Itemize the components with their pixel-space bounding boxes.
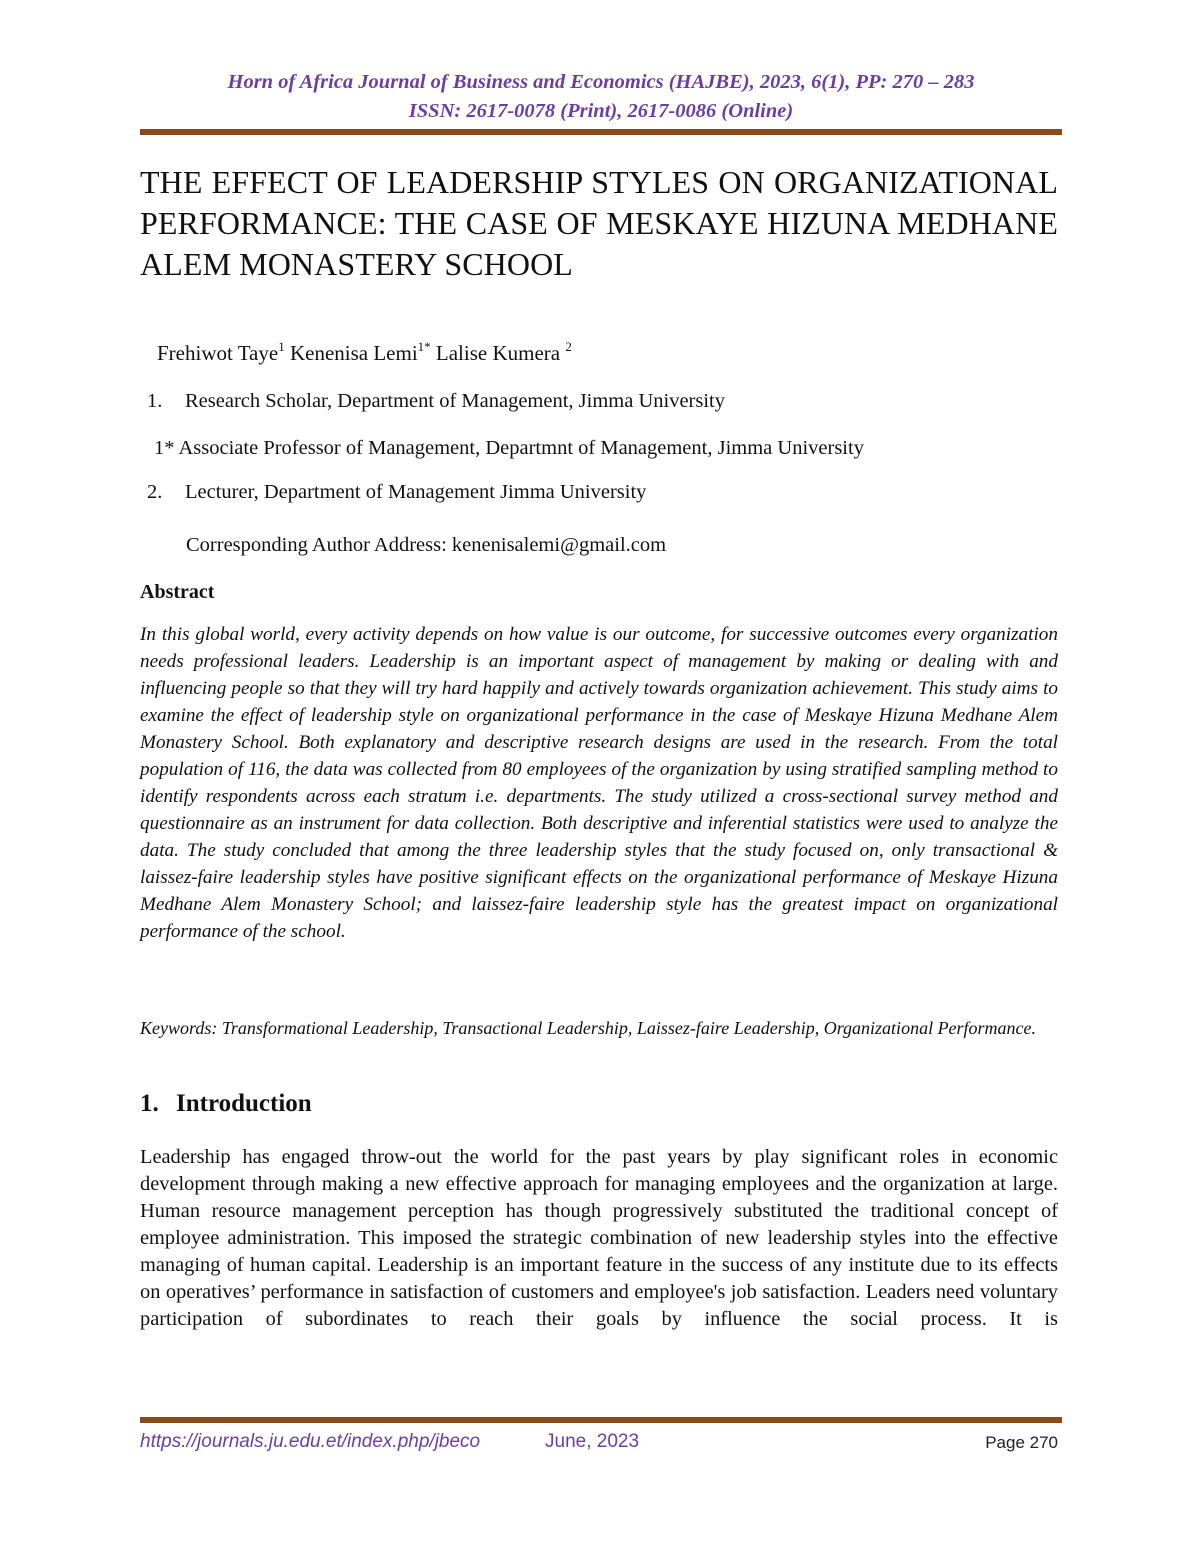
abstract-heading: Abstract — [140, 581, 215, 603]
author-list — [157, 338, 572, 368]
affiliation-number: 1. — [147, 390, 163, 412]
affiliation-number: 1* — [154, 437, 175, 459]
affiliation-number: 2. — [147, 481, 163, 503]
section-title: Introduction — [176, 1090, 312, 1117]
keywords: Keywords: Transformational Leadership, Transactional Leadership, Laissez-faire Leadership, Organizational Performance. — [140, 1018, 1037, 1038]
paper-title: THE EFFECT OF LEADERSHIP STYLES ON ORGANIZATIONAL PERFORMANCE: THE CASE OF MESKAYE HIZUNA MEDHANE ALEM MONASTERY SCHOOL — [140, 164, 1058, 282]
author-name: Kenenisa Lemi — [289, 341, 418, 365]
affiliation — [147, 387, 725, 415]
author-mark: 2 — [565, 339, 572, 354]
footer-date: June, 2023 — [545, 1431, 640, 1452]
affiliation — [154, 434, 864, 462]
author-name: Frehiwot Taye — [157, 341, 279, 365]
author-name: Lalise Kumera — [435, 341, 561, 365]
affiliation-text: Research Scholar, Department of Management, Jimma University — [185, 390, 725, 412]
footer-rule — [140, 1417, 1062, 1423]
abstract-text: In this global world, every activity depends on how value is our outcome, for successive outcomes every organization needs professional leaders. Leadership is an important aspect of management by making or dealing with and influencing people so that they will try hard happily and actively towards organization achievement. This study aims to examine the effect of leadership style on organizational performance in the case of Meskaye Hizuna Medhane Alem Monastery School. Both explanatory and descriptive research designs are used in the research. From the total population of 116, the data was collected from 80 employees of the organization by using stratified sampling method to identify respondents across each stratum i.e. departments. The study utilized a cross-sectional survey method and questionnaire as an instrument for data collection. Both descriptive and inferential statistics were used to analyze the data. The study concluded that among the three leadership styles that the study focused on, only transactional & laissez-faire leadership styles have positive significant effects on the organizational performance of Meskaye Hizuna Medhane Alem Monastery School; and laissez-faire leadership style has the greatest impact on organizational performance of the school. — [140, 624, 1058, 942]
affiliation-text: Associate Professor of Management, Departmnt of Management, Jimma University — [178, 437, 864, 459]
author-mark: 1* — [417, 339, 431, 354]
introduction-text: Leadership has engaged throw-out the world for the past years by play significant roles in economic development through making a new effective approach for managing employees and the organization at large. Human resource management perception has though progressively substituted the traditional concept of employee administration. This imposed the strategic combination of new leadership styles into the effective managing of human capital. Leadership is an important feature in the success of any institute due to its effects on operatives’ performance in satisfaction of customers and employee's job satisfaction. Leaders need voluntary participation of subordinates to reach their goals by influence the social process. It is — [140, 1146, 1058, 1330]
author-mark: 1 — [278, 339, 285, 354]
journal-url-link[interactable]: https://journals.ju.edu.et/index.php/jbeco — [140, 1431, 481, 1452]
journal-citation-line: Horn of Africa Journal of Business and Economics (HAJBE), 2023, 6(1), PP: 270 – 283 — [227, 71, 975, 93]
page-number: Page 270 — [985, 1433, 1058, 1452]
issn-line: ISSN: 2617-0078 (Print), 2617-0086 (Online) — [408, 100, 794, 122]
section-number: 1. — [140, 1090, 159, 1117]
affiliation — [147, 478, 646, 506]
header-rule — [140, 129, 1062, 135]
section-heading — [140, 1088, 312, 1120]
affiliation-text: Lecturer, Department of Management Jimma University — [185, 481, 647, 503]
corresponding-author: Corresponding Author Address: kenenisalemi@gmail.com — [186, 534, 667, 556]
journal-header — [140, 68, 1062, 126]
